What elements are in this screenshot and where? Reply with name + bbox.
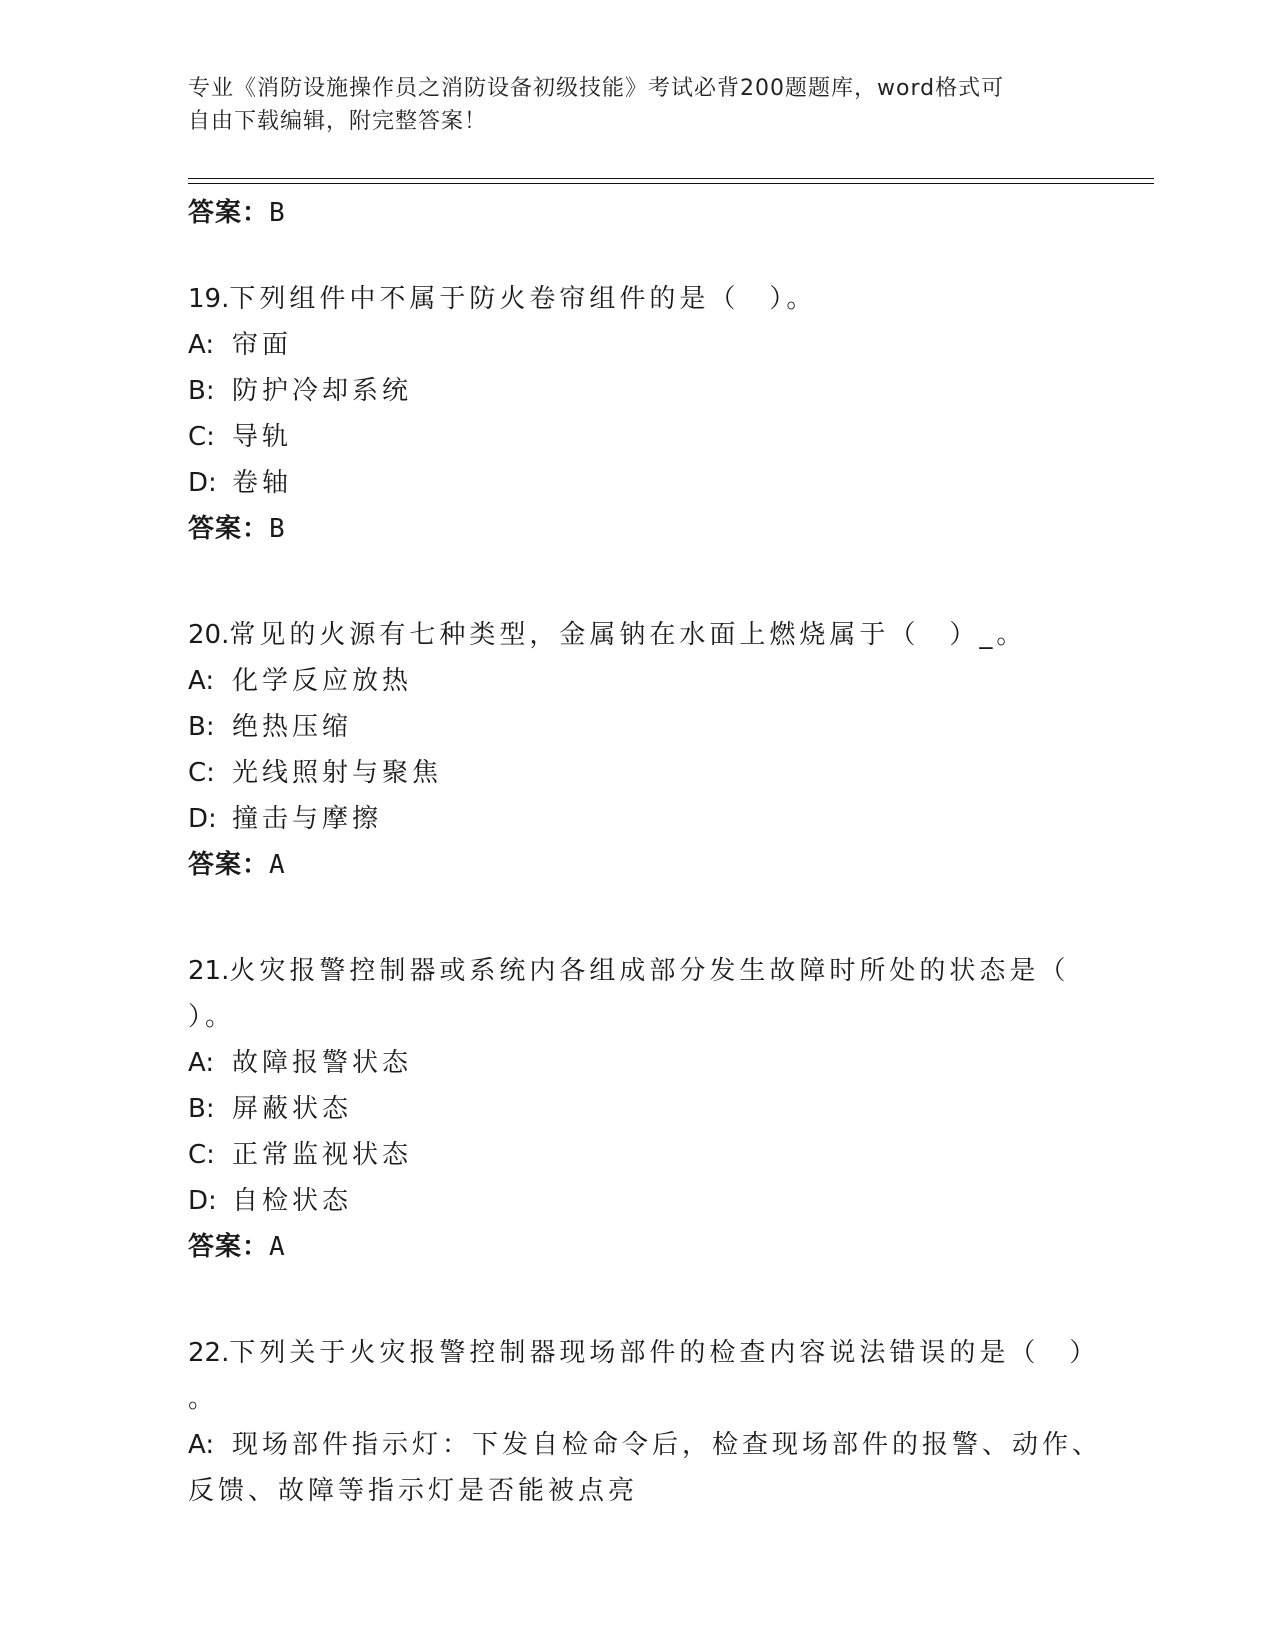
option-item bbox=[188, 750, 1068, 796]
option-text: 绝热压缩 bbox=[232, 712, 353, 742]
option-item bbox=[188, 1178, 1068, 1224]
option-key: B: bbox=[188, 1094, 215, 1124]
option-item bbox=[188, 368, 1068, 414]
option-text: 撞击与摩擦 bbox=[232, 804, 383, 834]
option-text: 光线照射与聚焦 bbox=[232, 758, 443, 788]
option-key: A: bbox=[188, 1430, 215, 1460]
header-line-1: 专业《消防设施操作员之消防设备初级技能》考试必背200题题库，word格式可 bbox=[188, 76, 1005, 101]
answer-line bbox=[188, 506, 1068, 552]
option-item bbox=[188, 704, 1068, 750]
question-stem: 下列组件中不属于防火卷帘组件的是（ ）。 bbox=[229, 284, 817, 314]
option-key: A: bbox=[188, 330, 215, 360]
question-text bbox=[188, 276, 1068, 322]
answer-label: 答案： bbox=[188, 198, 270, 228]
option-text-line-2: 反馈、故障等指示灯是否能被点亮 bbox=[188, 1476, 639, 1506]
question-text bbox=[188, 1330, 1100, 1376]
spacer bbox=[188, 1270, 1068, 1330]
header-divider-top bbox=[188, 178, 1154, 179]
answer-value: B bbox=[269, 514, 285, 544]
option-text: 故障报警状态 bbox=[232, 1048, 413, 1078]
option-item bbox=[188, 322, 1068, 368]
option-item bbox=[188, 796, 1068, 842]
option-text: 帘面 bbox=[232, 330, 293, 360]
option-key: A: bbox=[188, 666, 215, 696]
answer-label: 答案： bbox=[188, 1232, 270, 1262]
option-item bbox=[188, 1422, 1103, 1468]
option-item bbox=[188, 1040, 1068, 1086]
question-number: 22. bbox=[188, 1338, 230, 1368]
question-block bbox=[188, 948, 1068, 1270]
question-block bbox=[188, 276, 1068, 552]
question-number: 19. bbox=[188, 284, 230, 314]
question-text-continued bbox=[188, 1376, 1068, 1422]
option-key: D: bbox=[188, 468, 217, 498]
header-divider-bottom bbox=[188, 183, 1154, 184]
option-item bbox=[188, 414, 1068, 460]
question-stem-line-2: 。 bbox=[188, 1384, 219, 1414]
question-number: 21. bbox=[188, 956, 230, 986]
option-text-line-1: 现场部件指示灯：下发自检命令后，检查现场部件的报警、动作、 bbox=[232, 1430, 1103, 1460]
answer-label: 答案： bbox=[188, 850, 270, 880]
answer-value: A bbox=[269, 1232, 285, 1262]
option-item bbox=[188, 658, 1068, 704]
option-text: 化学反应放热 bbox=[232, 666, 413, 696]
option-key: C: bbox=[188, 422, 215, 452]
spacer bbox=[188, 236, 1068, 276]
question-stem-line-1: 下列关于火灾报警控制器现场部件的检查内容说法错误的是（ ） bbox=[229, 1338, 1100, 1368]
question-block bbox=[188, 612, 1068, 888]
question-stem-line-1: 火灾报警控制器或系统内各组成部分发生故障时所处的状态是（ bbox=[229, 956, 1070, 986]
option-text: 屏蔽状态 bbox=[232, 1094, 353, 1124]
option-text: 卷轴 bbox=[232, 468, 293, 498]
answer-line bbox=[188, 190, 1068, 236]
answer-value: B bbox=[269, 198, 285, 228]
question-text-continued bbox=[188, 994, 1068, 1040]
option-item bbox=[188, 1132, 1068, 1178]
question-block bbox=[188, 1330, 1103, 1514]
option-key: C: bbox=[188, 758, 215, 788]
header-line-2: 自由下载编辑，附完整答案！ bbox=[188, 109, 488, 134]
option-key: B: bbox=[188, 712, 215, 742]
document-header bbox=[188, 72, 1068, 138]
answer-line bbox=[188, 842, 1068, 888]
question-stem-line-2: ）。 bbox=[188, 1002, 236, 1032]
option-item bbox=[188, 1086, 1068, 1132]
option-item bbox=[188, 460, 1068, 506]
option-key: C: bbox=[188, 1140, 215, 1170]
question-stem: 常见的火源有七种类型，金属钠在水面上燃烧属于（ ）_。 bbox=[229, 620, 1027, 650]
option-text: 正常监视状态 bbox=[232, 1140, 413, 1170]
question-list bbox=[188, 190, 1103, 1514]
spacer bbox=[188, 888, 1068, 948]
option-key: D: bbox=[188, 804, 217, 834]
spacer bbox=[188, 552, 1068, 612]
answer-value: A bbox=[269, 850, 285, 880]
question-text bbox=[188, 612, 1068, 658]
question-text bbox=[188, 948, 1068, 994]
option-key: D: bbox=[188, 1186, 217, 1216]
answer-line bbox=[188, 1224, 1068, 1270]
option-key: B: bbox=[188, 376, 215, 406]
option-text: 自检状态 bbox=[232, 1186, 353, 1216]
option-key: A: bbox=[188, 1048, 215, 1078]
option-text: 导轨 bbox=[232, 422, 293, 452]
option-text: 防护冷却系统 bbox=[232, 376, 413, 406]
option-item-continued bbox=[188, 1468, 1068, 1514]
question-number: 20. bbox=[188, 620, 230, 650]
answer-label: 答案： bbox=[188, 514, 270, 544]
